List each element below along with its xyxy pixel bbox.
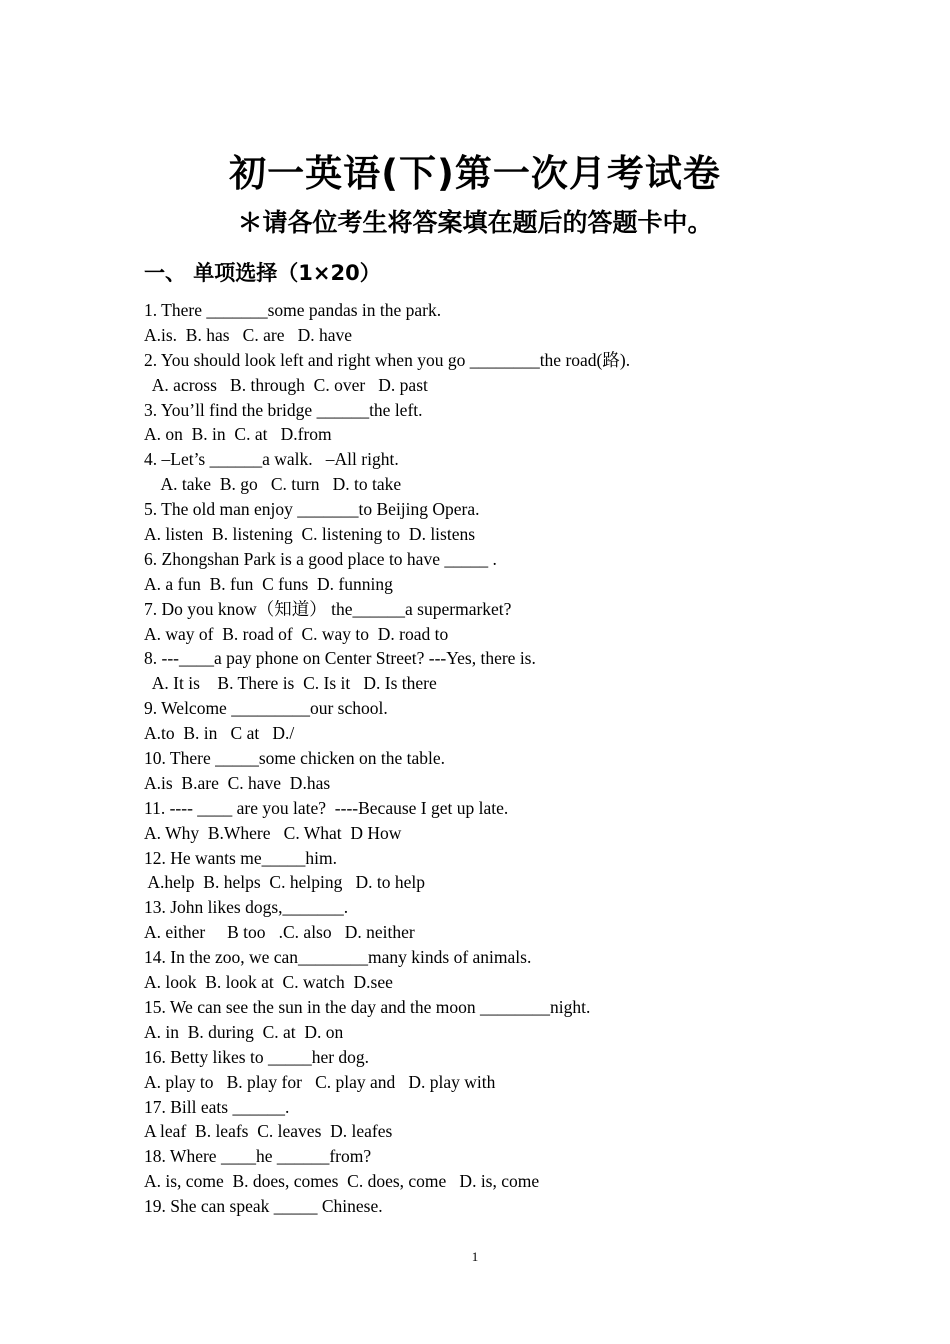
answer-options: A.is. B. has C. are D. have (144, 324, 353, 345)
question-stem: 3. You’ll find the bridge ______the left. (144, 399, 423, 420)
question-stem: 19. She can speak _____ Chinese. (144, 1196, 383, 1217)
section-heading: 一、 单项选择（1×20） (144, 261, 381, 285)
answer-options: A.to B. in C at D./ (144, 723, 295, 744)
answer-options: A. look B. look at C. watch D.see (144, 972, 393, 993)
question-stem: 10. There _____some chicken on the table. (144, 748, 445, 769)
answer-options: A. across B. through C. over D. past (144, 374, 428, 395)
question-stem: 2. You should look left and right when you go ________the road(路). (144, 349, 631, 370)
answer-options: A. way of B. road of C. way to D. road to (144, 623, 449, 644)
answer-options: A. It is B. There is C. Is it D. Is there (144, 673, 437, 694)
question-stem: 11. ---- ____ are you late? ----Because I get up late. (144, 797, 509, 818)
question-stem: 12. He wants me_____him. (144, 847, 337, 868)
question-stem: 14. In the zoo, we can________many kinds of animals. (144, 947, 532, 968)
question-stem: 18. Where ____he ______from? (144, 1146, 372, 1167)
question-stem: 17. Bill eats ______. (144, 1096, 290, 1117)
question-stem: 8. ---____a pay phone on Center Street? ---Yes, there is. (144, 648, 536, 669)
question-stem: 4. –Let’s ______a walk. –All right. (144, 449, 399, 470)
answer-options: A. is, come B. does, comes C. does, come D. is, come (144, 1171, 540, 1192)
exam-instruction: ＊请各位考生将答案填在题后的答题卡中。 (237, 208, 713, 237)
page-number: 1 (471, 1249, 479, 1264)
question-stem: 6. Zhongshan Park is a good place to have _____ . (144, 548, 497, 569)
answer-options: A leaf B. leafs C. leaves D. leafes (144, 1121, 393, 1142)
question-stem: 15. We can see the sun in the day and the moon ________night. (144, 996, 591, 1017)
answer-options: A. take B. go C. turn D. to take (144, 474, 402, 495)
answer-options: A.help B. helps C. helping D. to help (144, 872, 425, 893)
question-stem: 5. The old man enjoy _______to Beijing Opera. (144, 499, 480, 520)
answer-options: A. on B. in C. at D.from (144, 424, 332, 445)
answer-options: A. Why B.Where C. What D How (144, 822, 402, 843)
question-list (144, 298, 864, 1219)
answer-options: A. play to B. play for C. play and D. play with (144, 1071, 496, 1092)
answer-options: A. in B. during C. at D. on (144, 1021, 344, 1042)
answer-options: A. listen B. listening C. listening to D. listens (144, 524, 476, 545)
question-stem: 13. John likes dogs,_______. (144, 897, 349, 918)
question-stem: 9. Welcome _________our school. (144, 698, 388, 719)
exam-title: 初一英语(下)第一次月考试卷 (229, 152, 721, 195)
question-stem: 7. Do you know（知道） the______a supermarket? (144, 598, 512, 619)
question-stem: 1. There _______some pandas in the park. (144, 300, 442, 320)
answer-options: A.is B.are C. have D.has (144, 772, 331, 793)
answer-options: A. a fun B. fun C funs D. funning (144, 573, 393, 594)
question-stem: 16. Betty likes to _____her dog. (144, 1046, 370, 1067)
answer-options: A. either B too .C. also D. neither (144, 922, 415, 943)
